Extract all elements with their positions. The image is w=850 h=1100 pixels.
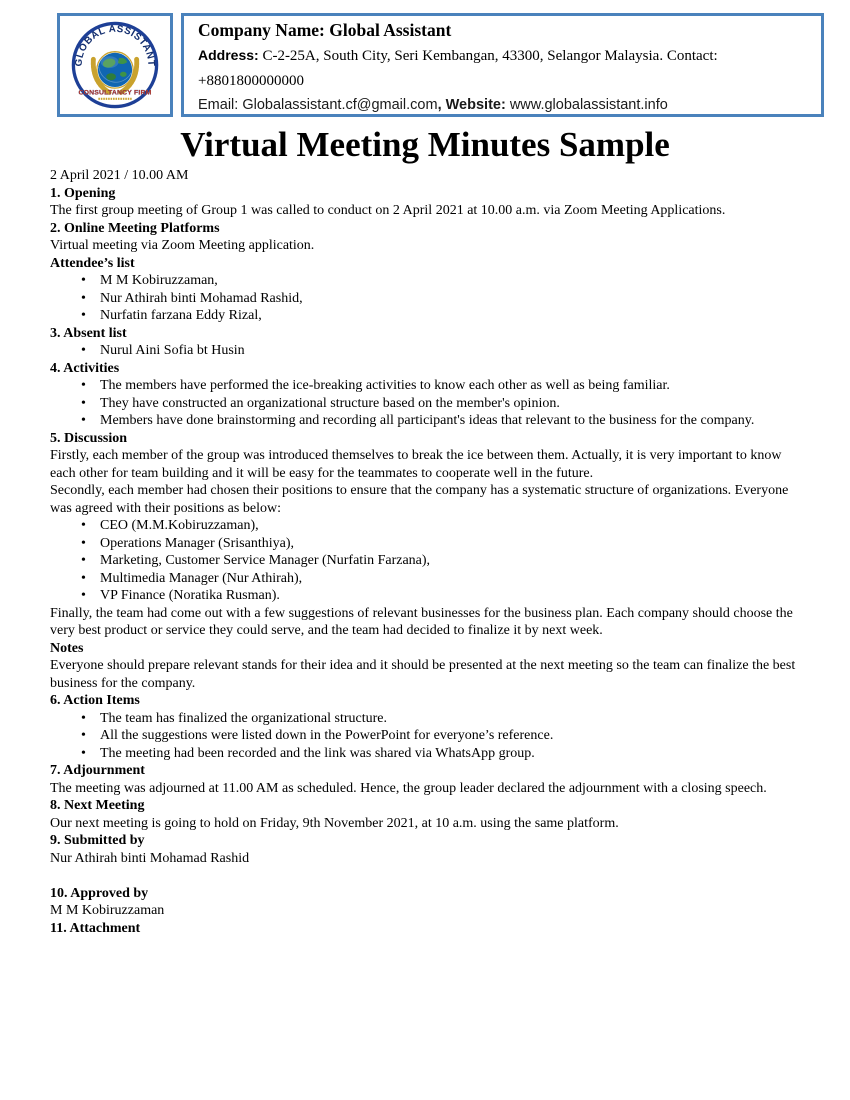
paragraph: Nur Athirah binti Mohamad Rashid (50, 850, 250, 866)
bullet-list (50, 342, 804, 360)
website-value: www.globalassistant.info (509, 97, 668, 113)
paragraph: The first group meeting of Group 1 was called to conduct on 2 April 2021 at 10.00 a.m. via Zoom Meeting Applications. (50, 203, 726, 218)
bullet-item: • All the suggestions were listed down in the PowerPoint for everyone’s reference. (50, 727, 804, 745)
bullet-item: • Marketing, Customer Service Manager (Nurfatin Farzana), (50, 552, 804, 570)
section-heading: 9. Submitted by (50, 833, 145, 848)
bullet-item: • They have constructed an organizational structure based on the member's opinion. (50, 395, 804, 413)
section-heading: 5. Discussion (50, 430, 128, 446)
bullet-list (50, 377, 804, 430)
bullet-item: • VP Finance (Noratika Rusman). (50, 587, 804, 605)
paragraph: Everyone should prepare relevant stands for their idea and it should be presented at the next meeting so the team can finalize the best business for the company. (50, 658, 796, 691)
comma-separator: , (437, 97, 442, 113)
paragraph: Secondly, each member had chosen their positions to ensure that the company has a systematic structure of organizations. Everyone was agreed with their positions as below: (50, 483, 789, 516)
bullet-item: • CEO (M.M.Kobiruzzaman), (50, 517, 804, 535)
address-text: C-2-25A, South City, Seri Kembangan, 43300, Selangor Malaysia. Contact: +8801800000000 (198, 48, 718, 89)
paragraph: Firstly, each member of the group was introduced themselves to break the ice between them. Actually, it is very important to know each other for team building and it will be easy for the teammates to cooperate well in the future. (50, 448, 782, 481)
bullet-item: • The meeting had been recorded and the link was shared via WhatsApp group. (50, 745, 804, 763)
letterhead (57, 13, 824, 117)
bullet-item: • Multimedia Manager (Nur Athirah), (50, 570, 804, 588)
document-body (50, 167, 804, 937)
bullet-item: • The team has finalized the organizational structure. (50, 710, 804, 728)
section-heading: 8. Next Meeting (50, 798, 145, 813)
paragraph: Our next meeting is going to hold on Friday, 9th November 2021, at 10 a.m. using the same platform. (50, 815, 619, 831)
bullet-item: • Operations Manager (Srisanthiya), (50, 535, 804, 553)
globe-icon (97, 52, 133, 88)
section-heading: 1. Opening (50, 185, 116, 201)
bullet-list (50, 517, 804, 605)
paragraph: Finally, the team had come out with a few suggestions of relevant businesses for the business plan. Each company should choose the very best product or service they could serve, and the team had decided to finalize it by next week. (50, 605, 793, 638)
section-heading: 2. Online Meeting Platforms (50, 220, 220, 236)
section-heading: 10. Approved by (50, 885, 149, 901)
company-logo-box (57, 13, 173, 117)
section-heading: 7. Adjournment (50, 763, 145, 778)
company-logo-icon (66, 19, 164, 111)
email-text: Email: Globalassistant.cf@gmail.com (198, 97, 438, 113)
company-info-box (181, 13, 824, 117)
section-heading: 6. Action Items (50, 693, 140, 708)
paragraph: The meeting was adjourned at 11.00 AM as scheduled. Hence, the group leader declared the adjournment with a closing speech. (50, 780, 767, 796)
bullet-item: • Members have done brainstorming and recording all participant's ideas that relevant to the business for the company. (50, 412, 804, 430)
document-title: Virtual Meeting Minutes Sample (180, 125, 670, 164)
bullet-item: • The members have performed the ice-breaking activities to know each other as well as being familiar. (50, 377, 804, 395)
company-address-line (198, 43, 809, 93)
logo-arc-text: GLOBAL ASSISTANT (73, 23, 157, 67)
paragraph: M M Kobiruzzaman (50, 903, 165, 918)
paragraph: Virtual meeting via Zoom Meeting application. (50, 238, 315, 253)
bullet-list (50, 272, 804, 325)
bullet-item: • Nurul Aini Sofia bt Husin (50, 342, 804, 360)
section-heading: 3. Absent list (50, 325, 127, 341)
address-label: Address: (198, 47, 259, 63)
company-name-line: Company Name: Global Assistant (198, 20, 452, 40)
section-heading: 4. Activities (50, 360, 120, 376)
blank-line (50, 867, 804, 885)
bullet-item: • M M Kobiruzzaman, (50, 272, 804, 290)
section-heading: Attendee’s list (50, 255, 135, 271)
paragraph: 2 April 2021 / 10.00 AM (50, 168, 189, 183)
company-contact-line (198, 93, 809, 117)
bullet-item: • Nurfatin farzana Eddy Rizal, (50, 307, 804, 325)
consultancy-firm-text: CONSULTANCY FIRM (78, 89, 152, 97)
bullet-item: • Nur Athirah binti Mohamad Rashid, (50, 290, 804, 308)
section-heading: Notes (50, 640, 84, 656)
website-label: Website: (445, 97, 506, 113)
section-heading: 11. Attachment (50, 920, 141, 936)
bullet-list (50, 710, 804, 763)
